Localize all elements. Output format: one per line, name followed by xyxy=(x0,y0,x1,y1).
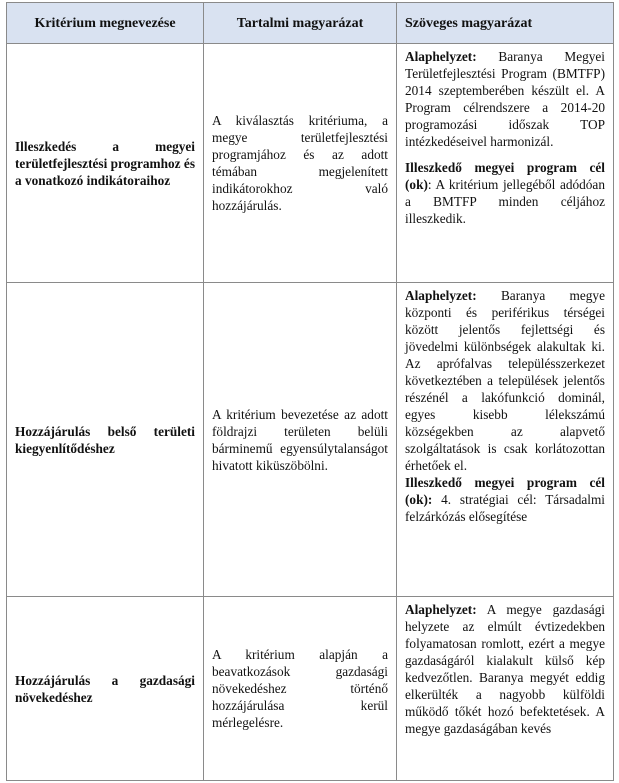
table-row xyxy=(7,44,614,283)
program-goal-label: Illeszkedő megyei program cél (ok) xyxy=(405,160,605,192)
baseline-text: Baranya megye központi és periférikus térségei között jelentős fejlettségi és jövedelmi különbségek alakultak ki. Az aprófalvas településszerkezet következtében a települések jelentős részénél a lakófunkció dominál, egyes kisebb lélekszámú községekben az alapvető szolgáltatások is csak korlátozottan érhetőek el. xyxy=(405,288,605,473)
text-explanation xyxy=(397,597,614,781)
content-explanation: A kritérium bevezetése az adott földrajzi területen belüli bárminemű egyensúlytalanságot hivatott kiküszöbölni. xyxy=(204,283,397,597)
baseline-text: A megye gazdasági helyzete az elmúlt évtizedekben folyamatosan romlott, ezért a megye gazdaságáról kialakult külső kép kedvezőtlen. Baranya megyét eddig elkerülték a nagyobb külföldi működő tőkét hozó befektetések. A megye gazdaságában kevés xyxy=(405,602,605,736)
criteria-table xyxy=(6,2,614,781)
baseline-text: Baranya Megyei Területfejlesztési Program (BMTFP) 2014 szeptemberében készült el. A Program célrendszere a 2014-20 programozási időszak TOP intézkedéseivel harmonizál. xyxy=(405,49,605,149)
column-header-explanation: Szöveges magyarázat xyxy=(397,3,614,44)
baseline-label: Alaphelyzet: xyxy=(405,602,477,617)
baseline-label: Alaphelyzet: xyxy=(405,288,477,303)
table-row xyxy=(7,283,614,597)
column-header-criterion: Kritérium megnevezése xyxy=(7,3,204,44)
program-goal-paragraph xyxy=(405,474,605,525)
baseline-label: Alaphelyzet: xyxy=(405,49,477,64)
baseline-paragraph xyxy=(405,48,605,150)
program-goal-text: 4. stratégiai cél: Társadalmi felzárkózás elősegítése xyxy=(405,492,605,524)
text-explanation xyxy=(397,283,614,597)
criterion-name: Illeszkedés a megyei területfejlesztési programhoz és a vonatkozó indikátoraihoz xyxy=(7,44,204,283)
program-goal-paragraph xyxy=(405,159,605,227)
baseline-paragraph xyxy=(405,601,605,737)
program-goal-text: : A kritérium jellegéből adódóan a BMTFP minden céljához illeszkedik. xyxy=(405,177,605,226)
criterion-name: Hozzájárulás belső területi kiegyenlítődéshez xyxy=(7,283,204,597)
content-explanation: A kiválasztás kritériuma, a megye területfejlesztési programjához és az adott témában megjelenített indikátorokhoz való hozzájárulás. xyxy=(204,44,397,283)
program-goal-label: Illeszkedő megyei program cél (ok): xyxy=(405,475,605,507)
text-explanation xyxy=(397,44,614,283)
table-header-row xyxy=(7,3,614,44)
content-explanation: A kritérium alapján a beavatkozások gazdasági növekedéshez történő hozzájárulása kerül mérlegelésre. xyxy=(204,597,397,781)
criterion-name: Hozzájárulás a gazdasági növekedéshez xyxy=(7,597,204,781)
column-header-content: Tartalmi magyarázat xyxy=(204,3,397,44)
table-row xyxy=(7,597,614,781)
baseline-paragraph xyxy=(405,287,605,474)
